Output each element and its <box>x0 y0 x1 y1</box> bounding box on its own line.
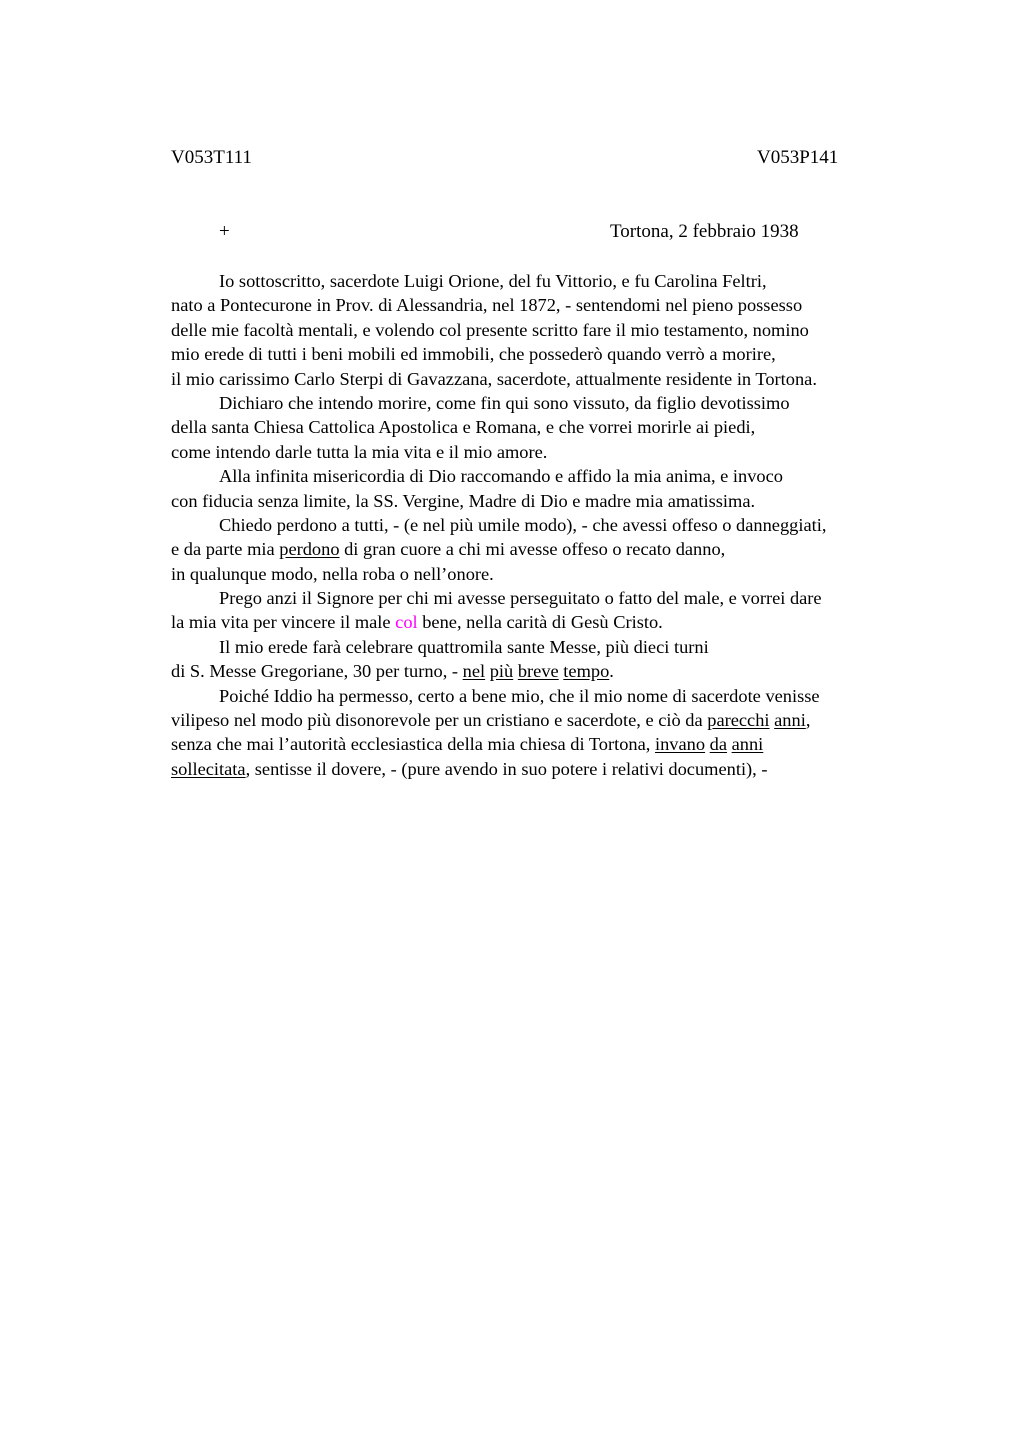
paragraph-6-line-2 <box>171 659 931 683</box>
underlined-word: più <box>489 661 514 682</box>
underlined-word: da <box>709 734 728 755</box>
paragraph-2-line-1: Dichiaro che intendo morire, come fin qui sono vissuto, da figlio devotissimo <box>219 392 790 413</box>
paragraph-2-line-3: come intendo darle tutta la mia vita e il mio amore. <box>171 441 548 462</box>
text-segment: la mia vita per vincere il male <box>171 612 396 633</box>
paragraph-6-line-1: Il mio erede farà celebrare quattromila sante Messe, più dieci turni <box>219 636 709 657</box>
underlined-word: perdono <box>279 539 340 560</box>
text-segment: di S. Messe Gregoriane, 30 per turno, - <box>171 661 463 682</box>
cross-symbol: + <box>219 221 230 242</box>
paragraph-1-line-2: nato a Pontecurone in Prov. di Alessandria, nel 1872, - sentendomi nel pieno possesso <box>171 295 803 316</box>
paragraph-4-line-2 <box>171 537 931 561</box>
text-segment: di gran cuore a chi mi avesse offeso o recato danno, <box>339 539 726 560</box>
paragraph-4-line-3: in qualunque modo, nella roba o nell’onore. <box>171 563 494 584</box>
underlined-word: breve <box>517 661 559 682</box>
paragraph-5-line-2 <box>171 610 931 634</box>
paragraph-1-line-1: Io sottoscritto, sacerdote Luigi Orione, del fu Vittorio, e fu Carolina Feltri, <box>219 271 767 291</box>
text-segment: e da parte mia <box>171 539 280 560</box>
document-code-right: V053P141 <box>757 147 839 168</box>
paragraph-1-line-3: delle mie facoltà mentali, e volendo col presente scritto fare il mio testamento, nomino <box>171 319 809 340</box>
highlighted-word: col <box>395 612 418 633</box>
underlined-word: anni <box>774 710 806 731</box>
paragraph-1-line-4: mio erede di tutti i beni mobili ed immobili, che possederò quando verrò a morire, <box>171 344 776 365</box>
text-segment: bene, nella carità di Gesù Cristo. <box>417 612 663 633</box>
underlined-word: anni <box>731 734 764 755</box>
place-date: Tortona, 2 febbraio 1938 <box>610 221 799 242</box>
paragraph-7-line-1: Poiché Iddio ha permesso, certo a bene mio, che il mio nome di sacerdote venisse <box>219 685 820 706</box>
underlined-word: invano <box>654 734 706 755</box>
paragraph-7-line-3 <box>171 732 931 756</box>
text-segment: , <box>805 710 811 731</box>
paragraph-5-line-1: Prego anzi il Signore per chi mi avesse perseguitato o fatto del male, e vorrei dare <box>219 588 822 609</box>
paragraph-3-line-1: Alla infinita misericordia di Dio raccomando e affido la mia anima, e invoco <box>219 466 783 487</box>
paragraph-4-line-1: Chiedo perdono a tutti, - (e nel più umile modo), - che avessi offeso o danneggiati, <box>219 514 827 535</box>
document-code-left: V053T111 <box>171 147 252 168</box>
paragraph-1-line-5: il mio carissimo Carlo Sterpi di Gavazzana, sacerdote, attualmente residente in Tortona. <box>171 368 817 389</box>
paragraph-7-line-4 <box>171 757 931 781</box>
underlined-word: nel <box>462 661 486 682</box>
text-segment: . <box>609 661 614 682</box>
underlined-word: sollecitata <box>171 758 246 779</box>
paragraph-7-line-2 <box>171 708 931 732</box>
testament-text <box>171 269 931 781</box>
paragraph-3-line-2: con fiducia senza limite, la SS. Vergine, Madre di Dio e madre mia amatissima. <box>171 490 756 511</box>
text-segment: , sentisse il dovere, - (pure avendo in suo potere i relativi documenti), - <box>245 758 768 779</box>
text-segment: senza che mai l’autorità ecclesiastica della mia chiesa di Tortona, <box>171 734 655 755</box>
text-segment: vilipeso nel modo più disonorevole per un cristiano e sacerdote, e ciò da <box>171 710 708 731</box>
underlined-word: parecchi <box>707 710 770 731</box>
underlined-word: tempo <box>563 661 610 682</box>
paragraph-2-line-2: della santa Chiesa Cattolica Apostolica e Romana, e che vorrei morirle ai piedi, <box>171 417 756 438</box>
